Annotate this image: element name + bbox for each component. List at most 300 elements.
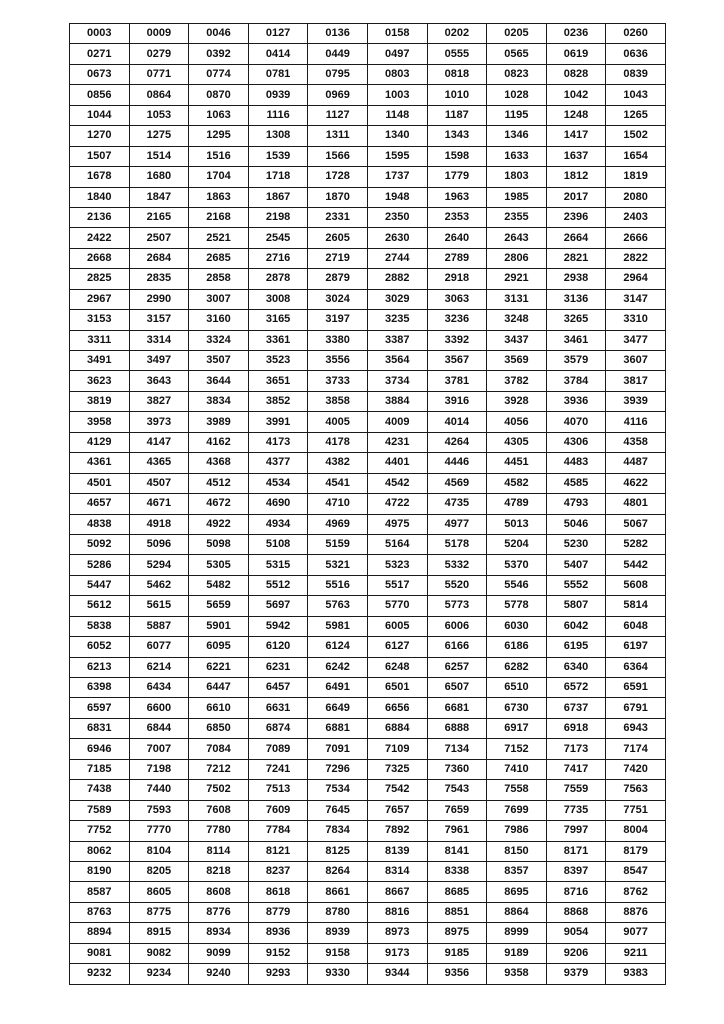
table-row [70,657,666,677]
table-cell: 4801 [606,494,666,514]
table-cell: 5332 [427,555,487,575]
table-cell: 1340 [367,126,427,146]
table-cell: 5294 [129,555,189,575]
table-cell: 2990 [129,289,189,309]
table-cell: 1985 [487,187,547,207]
table-cell: 5697 [248,596,308,616]
table-cell: 2331 [308,207,368,227]
table-cell: 3784 [546,371,606,391]
table-cell: 5887 [129,616,189,636]
table-cell: 7134 [427,739,487,759]
table-cell: 1718 [248,167,308,187]
table-row [70,943,666,963]
table-cell: 0864 [129,85,189,105]
table-cell: 3437 [487,330,547,350]
table-cell: 2858 [189,269,249,289]
number-table [69,23,666,985]
table-cell: 6831 [70,718,130,738]
table-cell: 8141 [427,841,487,861]
table-cell: 4382 [308,453,368,473]
table-cell: 8695 [487,882,547,902]
table-cell: 8667 [367,882,427,902]
table-cell: 2198 [248,207,308,227]
table-cell: 4147 [129,432,189,452]
table-cell: 0003 [70,24,130,44]
table-cell: 3782 [487,371,547,391]
table-cell: 2685 [189,248,249,268]
table-cell: 3817 [606,371,666,391]
table-cell: 8264 [308,861,368,881]
table-cell: 5552 [546,575,606,595]
table-row [70,351,666,371]
table-cell: 7534 [308,780,368,800]
table-cell: 1595 [367,146,427,166]
table-row [70,596,666,616]
table-row [70,412,666,432]
table-cell: 6095 [189,637,249,657]
table-cell: 1311 [308,126,368,146]
table-cell: 1507 [70,146,130,166]
table-cell: 3197 [308,310,368,330]
table-cell: 6510 [487,678,547,698]
table-cell: 9152 [248,943,308,963]
table-cell: 5305 [189,555,249,575]
table-cell: 2918 [427,269,487,289]
table-cell: 9054 [546,923,606,943]
table-cell: 9356 [427,964,487,984]
table-cell: 8357 [487,861,547,881]
table-cell: 4977 [427,514,487,534]
table-cell: 1539 [248,146,308,166]
table-row [70,555,666,575]
table-cell: 4129 [70,432,130,452]
table-cell: 7174 [606,739,666,759]
table-cell: 8762 [606,882,666,902]
table-cell: 7089 [248,739,308,759]
table-cell: 8121 [248,841,308,861]
table-cell: 1248 [546,105,606,125]
table-cell: 1042 [546,85,606,105]
table-cell: 3852 [248,391,308,411]
table-cell: 8661 [308,882,368,902]
table-cell: 2666 [606,228,666,248]
table-cell: 1417 [546,126,606,146]
table-row [70,534,666,554]
table-cell: 2822 [606,248,666,268]
table-cell: 3928 [487,391,547,411]
table-cell: 3461 [546,330,606,350]
table-cell: 5323 [367,555,427,575]
table-cell: 3507 [189,351,249,371]
table-cell: 5763 [308,596,368,616]
table-cell: 3623 [70,371,130,391]
table-cell: 3991 [248,412,308,432]
table-cell: 7152 [487,739,547,759]
table-row [70,575,666,595]
table-cell: 3973 [129,412,189,432]
table-cell: 7109 [367,739,427,759]
table-cell: 1870 [308,187,368,207]
table-cell: 5046 [546,514,606,534]
table-row [70,861,666,881]
table-cell: 5612 [70,596,130,616]
table-cell: 2825 [70,269,130,289]
table-cell: 3651 [248,371,308,391]
table-cell: 8150 [487,841,547,861]
table-cell: 0260 [606,24,666,44]
table-cell: 4922 [189,514,249,534]
table-row [70,494,666,514]
table-cell: 6850 [189,718,249,738]
table-cell: 1187 [427,105,487,125]
table-cell: 3523 [248,351,308,371]
table-cell: 0236 [546,24,606,44]
table-cell: 9330 [308,964,368,984]
table-cell: 7543 [427,780,487,800]
table-cell: 6507 [427,678,487,698]
table-cell: 7645 [308,800,368,820]
table-cell: 0009 [129,24,189,44]
table-cell: 4507 [129,473,189,493]
table-cell: 1654 [606,146,666,166]
table-cell: 3157 [129,310,189,330]
table-cell: 4116 [606,412,666,432]
table-cell: 6656 [367,698,427,718]
table-cell: 1678 [70,167,130,187]
table-cell: 0202 [427,24,487,44]
table-row [70,514,666,534]
table-cell: 5814 [606,596,666,616]
table-cell: 7091 [308,739,368,759]
table-cell: 9383 [606,964,666,984]
table-cell: 4487 [606,453,666,473]
table-cell: 0969 [308,85,368,105]
table-cell: 8915 [129,923,189,943]
table-cell: 1819 [606,167,666,187]
table-cell: 3380 [308,330,368,350]
table-cell: 5942 [248,616,308,636]
table-cell: 3008 [248,289,308,309]
table-row [70,85,666,105]
table-row [70,269,666,289]
table-cell: 6197 [606,637,666,657]
table-cell: 3324 [189,330,249,350]
table-cell: 7513 [248,780,308,800]
table-cell: 2882 [367,269,427,289]
table-cell: 2507 [129,228,189,248]
table-cell: 3265 [546,310,606,330]
table-cell: 3136 [546,289,606,309]
table-cell: 6597 [70,698,130,718]
table-cell: 5770 [367,596,427,616]
table-cell: 8237 [248,861,308,881]
table-cell: 4231 [367,432,427,452]
table-cell: 8125 [308,841,368,861]
table-cell: 4710 [308,494,368,514]
number-table-body [70,24,666,985]
table-cell: 2422 [70,228,130,248]
table-cell: 5442 [606,555,666,575]
table-cell: 9077 [606,923,666,943]
table-cell: 6591 [606,678,666,698]
table-row [70,330,666,350]
table-cell: 4358 [606,432,666,452]
table-cell: 0497 [367,44,427,64]
table-cell: 5407 [546,555,606,575]
table-cell: 2964 [606,269,666,289]
table-cell: 3153 [70,310,130,330]
table-cell: 5659 [189,596,249,616]
table-cell: 7420 [606,759,666,779]
table-cell: 6572 [546,678,606,698]
table-cell: 3147 [606,289,666,309]
table-cell: 4789 [487,494,547,514]
table-cell: 3567 [427,351,487,371]
table-cell: 2789 [427,248,487,268]
table-cell: 7007 [129,739,189,759]
table-cell: 4483 [546,453,606,473]
table-row [70,64,666,84]
table-cell: 2878 [248,269,308,289]
table-cell: 9081 [70,943,130,963]
table-cell: 4401 [367,453,427,473]
table-cell: 3165 [248,310,308,330]
table-cell: 3361 [248,330,308,350]
table-cell: 1728 [308,167,368,187]
table-cell: 7961 [427,821,487,841]
table-cell: 0781 [248,64,308,84]
table-cell: 8190 [70,861,130,881]
table-cell: 6006 [427,616,487,636]
table-cell: 7212 [189,759,249,779]
table-cell: 5159 [308,534,368,554]
table-cell: 6340 [546,657,606,677]
table-cell: 3827 [129,391,189,411]
table-cell: 6681 [427,698,487,718]
table-cell: 0673 [70,64,130,84]
table-cell: 7241 [248,759,308,779]
table-cell: 9158 [308,943,368,963]
table-cell: 3497 [129,351,189,371]
table-cell: 8218 [189,861,249,881]
table-row [70,718,666,738]
table-cell: 7659 [427,800,487,820]
table-row [70,678,666,698]
table-cell: 1295 [189,126,249,146]
table-cell: 0795 [308,64,368,84]
table-cell: 5013 [487,514,547,534]
table-cell: 5230 [546,534,606,554]
table-cell: 5773 [427,596,487,616]
table-cell: 5512 [248,575,308,595]
table-cell: 4305 [487,432,547,452]
table-cell: 1195 [487,105,547,125]
table-cell: 1148 [367,105,427,125]
table-cell: 5178 [427,534,487,554]
table-cell: 8716 [546,882,606,902]
table-cell: 9189 [487,943,547,963]
table-cell: 3029 [367,289,427,309]
table-cell: 0818 [427,64,487,84]
table-cell: 3160 [189,310,249,330]
table-cell: 4934 [248,514,308,534]
table-cell: 6791 [606,698,666,718]
table-cell: 2879 [308,269,368,289]
table-cell: 2136 [70,207,130,227]
table-cell: 1502 [606,126,666,146]
table-cell: 4672 [189,494,249,514]
table-cell: 2545 [248,228,308,248]
table-cell: 6884 [367,718,427,738]
table-row [70,228,666,248]
table-cell: 4541 [308,473,368,493]
table-cell: 8864 [487,902,547,922]
table-cell: 1840 [70,187,130,207]
table-cell: 6127 [367,637,427,657]
table-cell: 1637 [546,146,606,166]
table-cell: 6048 [606,616,666,636]
table-cell: 5098 [189,534,249,554]
table-cell: 6844 [129,718,189,738]
table-cell: 3858 [308,391,368,411]
table-cell: 0271 [70,44,130,64]
table-cell: 6491 [308,678,368,698]
table-cell: 5321 [308,555,368,575]
table-cell: 3311 [70,330,130,350]
table-cell: 7593 [129,800,189,820]
table-cell: 0939 [248,85,308,105]
table-cell: 7417 [546,759,606,779]
table-cell: 0619 [546,44,606,64]
table-cell: 8104 [129,841,189,861]
table-cell: 1598 [427,146,487,166]
table-cell: 8547 [606,861,666,881]
table-cell: 1514 [129,146,189,166]
table-cell: 4446 [427,453,487,473]
table-cell: 5096 [129,534,189,554]
table-cell: 8205 [129,861,189,881]
table-cell: 3314 [129,330,189,350]
table-cell: 3884 [367,391,427,411]
table-cell: 4512 [189,473,249,493]
table-cell: 2719 [308,248,368,268]
table-row [70,882,666,902]
table-cell: 1346 [487,126,547,146]
table-row [70,310,666,330]
table-cell: 9344 [367,964,427,984]
table-row [70,616,666,636]
table-cell: 5520 [427,575,487,595]
table-cell: 6631 [248,698,308,718]
table-cell: 9173 [367,943,427,963]
table-cell: 6943 [606,718,666,738]
table-cell: 5462 [129,575,189,595]
table-cell: 1737 [367,167,427,187]
table-cell: 1275 [129,126,189,146]
table-cell: 7780 [189,821,249,841]
table-cell: 0205 [487,24,547,44]
table-cell: 3734 [367,371,427,391]
table-cell: 1270 [70,126,130,146]
table-cell: 6052 [70,637,130,657]
table-cell: 6213 [70,657,130,677]
table-cell: 1308 [248,126,308,146]
table-cell: 8780 [308,902,368,922]
table-cell: 4451 [487,453,547,473]
table-cell: 8685 [427,882,487,902]
table-cell: 4534 [248,473,308,493]
table-cell: 2640 [427,228,487,248]
table-cell: 6888 [427,718,487,738]
table-cell: 3958 [70,412,130,432]
table-cell: 1812 [546,167,606,187]
table-cell: 7440 [129,780,189,800]
table-cell: 1633 [487,146,547,166]
table-cell: 4969 [308,514,368,534]
table-row [70,923,666,943]
table-cell: 1343 [427,126,487,146]
table-cell: 2080 [606,187,666,207]
table-cell: 2716 [248,248,308,268]
table-cell: 4005 [308,412,368,432]
table-row [70,698,666,718]
table-cell: 7084 [189,739,249,759]
table-cell: 4542 [367,473,427,493]
table-cell: 8779 [248,902,308,922]
table-cell: 3248 [487,310,547,330]
table-cell: 6195 [546,637,606,657]
table-cell: 7563 [606,780,666,800]
table-cell: 5092 [70,534,130,554]
table-cell: 3387 [367,330,427,350]
table-cell: 8868 [546,902,606,922]
table-cell: 8876 [606,902,666,922]
table-cell: 3781 [427,371,487,391]
table-cell: 6221 [189,657,249,677]
table-row [70,821,666,841]
table-cell: 3939 [606,391,666,411]
table-cell: 5370 [487,555,547,575]
table-cell: 2821 [546,248,606,268]
table-cell: 8171 [546,841,606,861]
table-row [70,902,666,922]
table-cell: 7589 [70,800,130,820]
table-cell: 0636 [606,44,666,64]
table-cell: 6242 [308,657,368,677]
table-cell: 3477 [606,330,666,350]
table-cell: 0828 [546,64,606,84]
table-cell: 4671 [129,494,189,514]
table-cell: 6610 [189,698,249,718]
table-cell: 4735 [427,494,487,514]
table-cell: 2921 [487,269,547,289]
table-cell: 1847 [129,187,189,207]
table-cell: 7892 [367,821,427,841]
table-cell: 2668 [70,248,130,268]
table-cell: 0136 [308,24,368,44]
table-cell: 6231 [248,657,308,677]
table-row [70,964,666,984]
table-row [70,780,666,800]
table-cell: 8587 [70,882,130,902]
table-cell: 0771 [129,64,189,84]
table-cell: 3063 [427,289,487,309]
table-cell: 2630 [367,228,427,248]
table-cell: 9211 [606,943,666,963]
table-cell: 2684 [129,248,189,268]
table-cell: 6257 [427,657,487,677]
table-cell: 6120 [248,637,308,657]
